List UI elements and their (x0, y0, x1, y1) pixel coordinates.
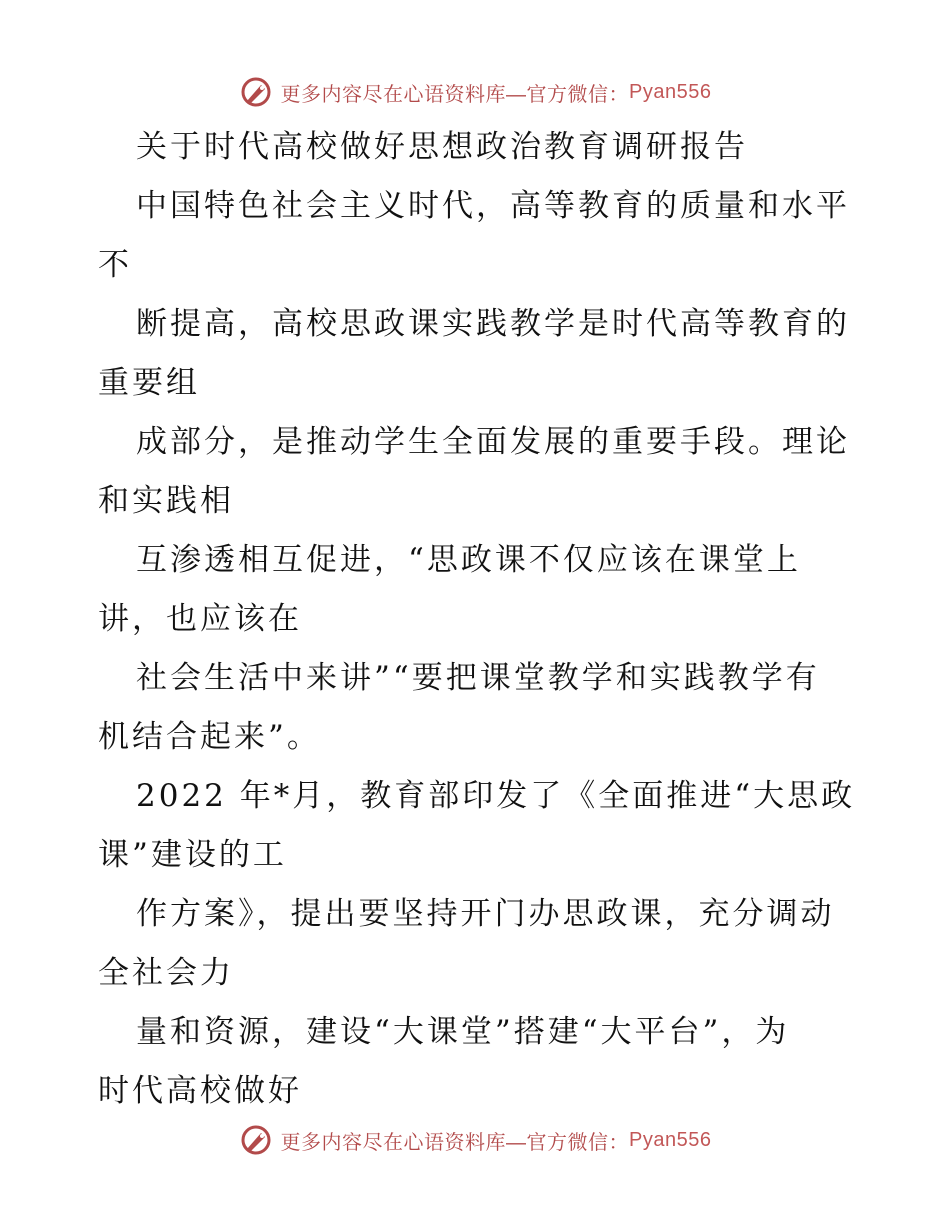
document-title: 关于时代高校做好思想政治教育调研报告 (136, 129, 748, 165)
watermark-account: Pyan556 (629, 1128, 712, 1151)
paragraph-line: 量和资源，建设“大课堂”搭建“大平台”，为 (136, 1014, 790, 1050)
header-watermark (0, 72, 950, 112)
paragraph-line: 社会生活中来讲”“要把课堂教学和实践教学有 (136, 660, 820, 696)
paragraph-line: 全社会力 (98, 955, 234, 991)
paragraph-line: 断提高，高校思政课实践教学是时代高等教育的 (136, 306, 850, 342)
paragraph-line: 作方案》，提出要坚持开门办思政课，充分调动 (136, 896, 835, 932)
watermark-text: 更多内容尽在心语资料库—官方微信： (280, 1131, 630, 1154)
watermark-text: 更多内容尽在心语资料库—官方微信： (280, 83, 630, 106)
paragraph-line: 互渗透相互促进，“思政课不仅应该在课堂上 (136, 542, 801, 578)
paragraph-line: 课”建设的工 (98, 837, 287, 873)
paragraph-line: 重要组 (98, 365, 200, 401)
pen-logo-icon (239, 1123, 273, 1157)
paragraph-line: 不 (98, 247, 132, 283)
document-body (98, 118, 858, 1121)
paragraph-line: 时代高校做好 (98, 1073, 302, 1109)
paragraph-line: 中国特色社会主义时代，高等教育的质量和水平 (136, 188, 850, 224)
paragraph-line: 讲，也应该在 (98, 601, 302, 637)
paragraph-line: 机结合起来”。 (98, 719, 321, 755)
footer-watermark (0, 1120, 950, 1160)
paragraph-line: 成部分，是推动学生全面发展的重要手段。理论 (136, 424, 850, 460)
pen-logo-icon (239, 75, 273, 109)
paragraph-line: 和实践相 (98, 483, 234, 519)
watermark-account: Pyan556 (629, 80, 712, 103)
paragraph-line: 2022 年*月，教育部印发了《全面推进“大思政 (136, 778, 856, 814)
